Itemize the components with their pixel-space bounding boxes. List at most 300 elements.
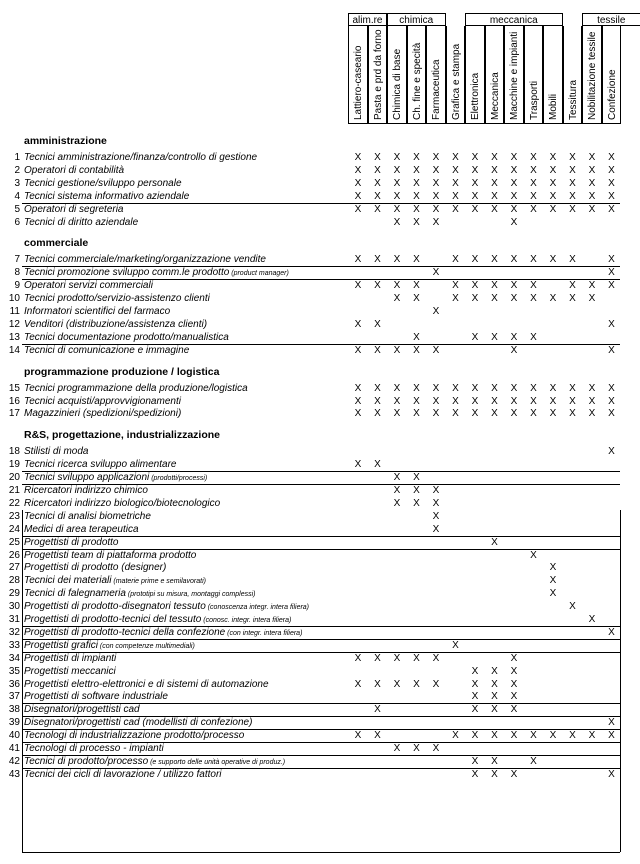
table-row: [0, 191, 640, 203]
cell-mark: X: [530, 331, 537, 343]
cell-mark: X: [354, 254, 362, 266]
cell-mark: X: [588, 280, 596, 292]
cell-mark: X: [413, 152, 420, 163]
cell-mark: X: [491, 152, 498, 163]
table-row: [0, 562, 640, 574]
row-label-text: Progettisti elettro-elettronici e di sistemi di automazione: [24, 678, 269, 690]
row-label: [24, 165, 124, 177]
row-number: 8: [14, 267, 20, 279]
table-row: [0, 717, 640, 729]
table-row: [0, 332, 640, 344]
row-label-note: (con integr. intera filiera): [225, 629, 303, 637]
row-label-text: Ricercatori indirizzo chimico: [24, 485, 148, 496]
cell-mark: X: [452, 408, 459, 420]
row-label-text: Tecnici sviluppo applicazioni: [24, 472, 150, 484]
cell-mark: X: [491, 203, 498, 215]
cell-mark: X: [510, 382, 518, 394]
cell-mark: X: [452, 203, 459, 215]
column-header-cell: [563, 26, 583, 124]
cell-mark: X: [374, 254, 381, 266]
cell-mark: X: [471, 382, 479, 394]
cell-mark: X: [510, 177, 518, 189]
row-number: 18: [8, 446, 20, 458]
row-label-text: Operatori servizi commerciali: [24, 280, 153, 292]
row-label: [24, 446, 88, 458]
row-label: [24, 485, 148, 497]
column-label: Confezione: [606, 69, 618, 120]
row-label-text: Tecnici acquisti/approvvigionamenti: [24, 395, 181, 407]
column-header-cell: [426, 26, 446, 124]
cell-mark: X: [354, 203, 362, 215]
cell-mark: X: [530, 254, 537, 266]
cell-mark: X: [413, 395, 420, 407]
table-row: [0, 679, 640, 691]
row-label: [24, 575, 206, 588]
cell-mark: X: [374, 730, 381, 742]
row-number: 24: [8, 523, 20, 535]
cell-mark: X: [588, 293, 596, 305]
cell-mark: X: [491, 164, 498, 176]
column-label: Pasta e prd da forno: [372, 29, 384, 120]
row-number: 2: [14, 164, 20, 176]
cell-mark: X: [374, 318, 381, 330]
cell-mark: X: [374, 280, 381, 292]
column-group-header: meccanica: [465, 13, 563, 26]
cell-mark: X: [608, 267, 615, 279]
row-label: [24, 498, 220, 510]
cell-mark: X: [510, 652, 518, 664]
table-row: [0, 614, 640, 626]
table-row: [0, 293, 640, 305]
row-number: 43: [8, 768, 20, 780]
row-label: [24, 743, 164, 755]
cell-mark: X: [491, 395, 498, 407]
cell-mark: X: [374, 344, 381, 356]
cell-mark: X: [432, 678, 440, 690]
cell-mark: X: [354, 678, 362, 690]
cell-mark: X: [432, 306, 440, 317]
column-label: Chimica di base: [392, 48, 403, 120]
cell-mark: X: [549, 254, 557, 266]
table-row: [0, 537, 640, 549]
row-label: [24, 408, 181, 420]
row-number: 6: [14, 216, 20, 228]
table-row: [0, 756, 640, 768]
cell-mark: X: [374, 678, 381, 690]
row-number: 10: [8, 293, 20, 305]
cell-mark: X: [569, 254, 576, 266]
frame-bottom: [22, 852, 620, 853]
cell-mark: X: [374, 652, 381, 664]
cell-mark: X: [452, 280, 459, 292]
cell-mark: X: [471, 755, 479, 767]
cell-mark: X: [393, 293, 401, 305]
cell-mark: X: [510, 190, 518, 202]
row-label-text: Tecnologi di industrializzazione prodotto/processo: [24, 730, 245, 742]
row-label-text: Ricercatori indirizzo biologico/biotecnologico: [24, 497, 221, 509]
row-number: 15: [8, 382, 20, 394]
cell-mark: X: [413, 254, 420, 266]
cell-mark: X: [374, 164, 381, 176]
cell-mark: X: [393, 203, 401, 215]
cell-mark: X: [432, 344, 440, 356]
row-number: 7: [14, 254, 20, 266]
cell-mark: X: [413, 743, 420, 754]
cell-mark: X: [569, 190, 576, 202]
row-label: [24, 717, 252, 729]
row-number: 19: [8, 459, 20, 471]
row-number: 5: [14, 203, 20, 215]
cell-mark: X: [413, 293, 420, 305]
cell-mark: X: [354, 382, 362, 394]
cell-mark: X: [432, 523, 440, 535]
row-number: 37: [8, 691, 20, 703]
cell-mark: X: [491, 408, 498, 420]
row-label-text: Progettisti di prodotto: [24, 536, 119, 548]
table-row: [0, 319, 640, 331]
cell-mark: X: [452, 177, 459, 189]
cell-mark: X: [608, 395, 615, 407]
cell-mark: X: [530, 293, 537, 305]
cell-mark: X: [374, 704, 381, 716]
table-row: [0, 550, 640, 562]
cell-mark: X: [471, 395, 479, 407]
row-label: [24, 306, 170, 318]
row-label: [24, 691, 168, 703]
cell-mark: X: [393, 395, 401, 407]
row-label-text: Stilisti di moda: [24, 446, 89, 458]
row-label-text: Tecnici di falegnameria: [24, 588, 126, 600]
row-label: [24, 588, 255, 601]
cell-mark: X: [471, 164, 479, 176]
cell-mark: X: [393, 472, 401, 484]
cell-mark: X: [452, 190, 459, 202]
cell-mark: X: [608, 190, 615, 202]
row-label-text: Disegnatori/progettisti cad (modellisti di confezione): [24, 717, 253, 729]
cell-mark: X: [588, 395, 596, 407]
column-group-header: alim.re: [348, 13, 387, 26]
cell-mark: X: [608, 318, 615, 330]
cell-mark: X: [471, 768, 479, 780]
column-header-cell: [582, 26, 602, 124]
cell-mark: X: [432, 497, 440, 509]
row-label-text: Informatori scientifici del farmaco: [24, 306, 171, 317]
row-label-text: Tecnici prodotto/servizio-assistenzo clienti: [24, 293, 210, 305]
cell-mark: X: [354, 190, 362, 202]
cell-mark: X: [452, 395, 459, 407]
row-label-note: (prodotti/processi): [149, 475, 208, 483]
cell-mark: X: [608, 203, 615, 215]
row-label: [24, 601, 309, 614]
cell-mark: X: [354, 395, 362, 407]
cell-mark: X: [471, 177, 479, 189]
row-label-text: Tecnici amministrazione/finanza/controllo di gestione: [24, 152, 258, 163]
cell-mark: X: [608, 280, 615, 292]
cell-mark: X: [608, 768, 615, 780]
cell-mark: X: [413, 216, 420, 228]
row-number: 13: [8, 331, 20, 343]
table-row: [0, 254, 640, 266]
column-header-cell: [446, 26, 466, 124]
cell-mark: X: [530, 408, 537, 420]
cell-mark: X: [471, 254, 479, 266]
row-label-text: Tecnici ricerca sviluppo alimentare: [24, 459, 177, 471]
cell-mark: X: [432, 652, 440, 664]
column-label: Grafica e stampa: [450, 43, 462, 120]
cell-mark: X: [549, 190, 557, 202]
cell-mark: X: [491, 691, 498, 703]
cell-mark: X: [549, 164, 557, 176]
row-label-text: Progettisti grafici: [24, 639, 98, 651]
section-title: amministrazione: [24, 135, 107, 147]
column-label: Farmaceutica: [431, 59, 442, 120]
cell-mark: X: [471, 331, 479, 343]
row-label: [24, 293, 210, 305]
table-row: [0, 306, 640, 318]
table-row: [0, 627, 640, 639]
cell-mark: X: [549, 730, 557, 742]
row-label-note: (materie prime e semilavorati): [111, 578, 206, 586]
table-row: [0, 383, 640, 395]
cell-mark: X: [432, 395, 440, 407]
cell-mark: X: [354, 177, 362, 189]
cell-mark: X: [491, 768, 498, 780]
row-number: 1: [14, 152, 20, 163]
cell-mark: X: [413, 190, 420, 202]
cell-mark: X: [588, 152, 596, 163]
row-label-note: (conosc. integr. intera filiera): [201, 617, 292, 624]
cell-mark: X: [549, 203, 557, 215]
column-header-cell: [543, 26, 563, 124]
cell-mark: X: [608, 254, 615, 266]
row-label: [24, 204, 124, 216]
column-label: Tessitura: [567, 79, 579, 120]
cell-mark: X: [608, 344, 615, 356]
cell-mark: X: [393, 280, 401, 292]
table-row: [0, 640, 640, 652]
cell-mark: X: [374, 459, 381, 471]
cell-mark: X: [471, 691, 479, 703]
cell-mark: X: [432, 164, 440, 176]
cell-mark: X: [549, 293, 557, 305]
table-row: [0, 691, 640, 703]
cell-mark: X: [393, 177, 401, 189]
column-label: Meccanica: [489, 72, 501, 120]
row-number: 14: [8, 344, 20, 356]
table-row: [0, 524, 640, 536]
cell-mark: X: [374, 152, 381, 163]
cell-mark: X: [569, 177, 576, 189]
row-label: [24, 280, 153, 292]
table-row: [0, 666, 640, 678]
cell-mark: X: [413, 280, 420, 292]
row-label-text: Tecnici di diritto aziendale: [24, 216, 139, 228]
row-label-text: Tecnici dei materiali: [24, 575, 112, 587]
row-label-text: Progettisti di prodotto-disegnatori tessuto: [24, 601, 206, 613]
cell-mark: X: [452, 730, 459, 742]
row-label: [24, 653, 116, 665]
row-label: [24, 550, 196, 562]
row-label: [24, 459, 176, 471]
table-row: [0, 267, 640, 279]
cell-mark: X: [413, 408, 420, 420]
cell-mark: X: [530, 203, 537, 215]
cell-mark: X: [374, 395, 381, 407]
row-number: 22: [8, 497, 20, 509]
row-label: [24, 769, 222, 781]
row-number: 12: [8, 318, 20, 330]
row-label-text: Tecnici di analisi biometriche: [24, 510, 151, 522]
frame-left: [22, 510, 23, 852]
column-header-cell: [348, 26, 368, 124]
cell-mark: X: [510, 408, 518, 420]
cell-mark: X: [491, 755, 498, 767]
row-number: 21: [8, 485, 20, 496]
table-row: [0, 396, 640, 408]
cell-mark: X: [393, 216, 401, 228]
cell-mark: X: [491, 382, 498, 394]
cell-mark: X: [354, 408, 362, 420]
cell-mark: X: [588, 203, 596, 215]
section-title: R&S, progettazione, industrializzazione: [24, 429, 221, 442]
row-label-note: (conoscenza integr. intera filiera): [205, 604, 310, 612]
cell-mark: X: [530, 730, 537, 742]
cell-mark: X: [569, 408, 576, 420]
row-number: 16: [8, 395, 20, 407]
row-number: 17: [8, 408, 20, 420]
row-label-text: Progettisti di prodotto-tecnici del tessuto: [24, 614, 202, 625]
cell-mark: X: [354, 459, 362, 471]
cell-mark: X: [510, 768, 518, 780]
row-label-text: Tecnici sistema informativo aziendale: [24, 190, 190, 202]
row-number: 9: [14, 280, 20, 292]
row-label-note: (con competenze multimediali): [97, 642, 195, 650]
column-group-header: tessile: [582, 13, 640, 26]
cell-mark: X: [393, 344, 401, 356]
row-label-text: Operatori di segreteria: [24, 203, 124, 215]
row-label-text: Disegnatori/progettisti cad: [24, 704, 140, 716]
row-label: [24, 524, 139, 536]
row-number: 34: [8, 652, 20, 664]
cell-mark: X: [510, 216, 518, 228]
table-row: [0, 280, 640, 292]
row-label: [24, 217, 138, 229]
cell-mark: X: [413, 652, 420, 664]
cell-mark: X: [413, 164, 420, 176]
cell-mark: X: [530, 164, 537, 176]
row-label: [24, 679, 269, 691]
cell-mark: X: [393, 408, 401, 420]
cell-mark: X: [549, 408, 557, 420]
cell-mark: X: [413, 497, 420, 509]
cell-mark: X: [413, 485, 420, 496]
row-number: 27: [8, 562, 20, 574]
cell-mark: X: [588, 614, 596, 625]
cell-mark: X: [354, 652, 362, 664]
table-row: [0, 653, 640, 665]
cell-mark: X: [588, 408, 596, 420]
row-number: 35: [8, 665, 20, 677]
cell-mark: X: [393, 190, 401, 202]
table-row: [0, 485, 640, 497]
cell-mark: X: [608, 177, 615, 189]
cell-mark: X: [413, 472, 420, 484]
table-row: [0, 730, 640, 742]
row-label-text: Progettisti di impianti: [24, 652, 117, 664]
cell-mark: X: [354, 164, 362, 176]
cell-mark: X: [393, 678, 401, 690]
table-row: [0, 204, 640, 216]
row-number: 41: [8, 743, 20, 754]
column-label: Elettronica: [470, 72, 481, 120]
row-label-text: Progettisti di prodotto-tecnici della confezione: [24, 626, 226, 638]
cell-mark: X: [608, 730, 615, 742]
cell-mark: X: [432, 510, 440, 522]
cell-mark: X: [354, 152, 362, 163]
row-label: [24, 383, 248, 395]
row-number: 39: [8, 717, 20, 729]
row-label: [24, 254, 266, 266]
cell-mark: X: [471, 280, 479, 292]
cell-mark: X: [549, 177, 557, 189]
row-label-text: Operatori di contabilità: [24, 164, 125, 176]
cell-mark: X: [393, 497, 401, 509]
cell-mark: X: [374, 203, 381, 215]
cell-mark: X: [569, 152, 576, 163]
column-header-cell: [387, 26, 407, 124]
cell-mark: X: [354, 318, 362, 330]
cell-mark: X: [393, 254, 401, 266]
cell-mark: X: [510, 254, 518, 266]
cell-mark: X: [491, 293, 498, 305]
table-row: [0, 511, 640, 523]
column-label: Macchine e impianti: [509, 31, 520, 120]
table-row: [0, 345, 640, 357]
cell-mark: X: [432, 216, 440, 228]
cell-mark: X: [549, 152, 557, 163]
cell-mark: X: [452, 164, 459, 176]
row-label-text: Tecnici dei cicli di lavorazione / utilizzo fattori: [24, 768, 222, 780]
row-label: [24, 562, 166, 574]
cell-mark: X: [432, 485, 440, 496]
row-label-text: Progettisti di prodotto (designer): [24, 562, 167, 574]
cell-mark: X: [588, 190, 596, 202]
row-number: 38: [8, 704, 20, 716]
row-label-text: Venditori (distribuzione/assistenza clienti): [24, 318, 208, 330]
row-number: 11: [9, 306, 20, 317]
column-header-cell: [465, 26, 485, 124]
cell-mark: X: [510, 280, 518, 292]
cell-mark: X: [471, 665, 479, 677]
cell-mark: X: [530, 152, 537, 163]
cell-mark: X: [374, 408, 381, 420]
cell-mark: X: [530, 549, 537, 561]
row-label-text: Progettisti di software industriale: [24, 691, 168, 703]
cell-mark: X: [569, 601, 576, 613]
table-row: [0, 601, 640, 613]
row-number: 36: [8, 678, 20, 690]
cell-mark: X: [569, 730, 576, 742]
row-number: 31: [8, 614, 20, 625]
cell-mark: X: [374, 190, 381, 202]
cell-mark: X: [354, 280, 362, 292]
cell-mark: X: [413, 344, 420, 356]
cell-mark: X: [588, 730, 596, 742]
row-number: 26: [8, 549, 20, 561]
cell-mark: X: [452, 254, 459, 266]
row-label-text: Medici di area terapeutica: [24, 523, 139, 535]
cell-mark: X: [510, 152, 518, 163]
